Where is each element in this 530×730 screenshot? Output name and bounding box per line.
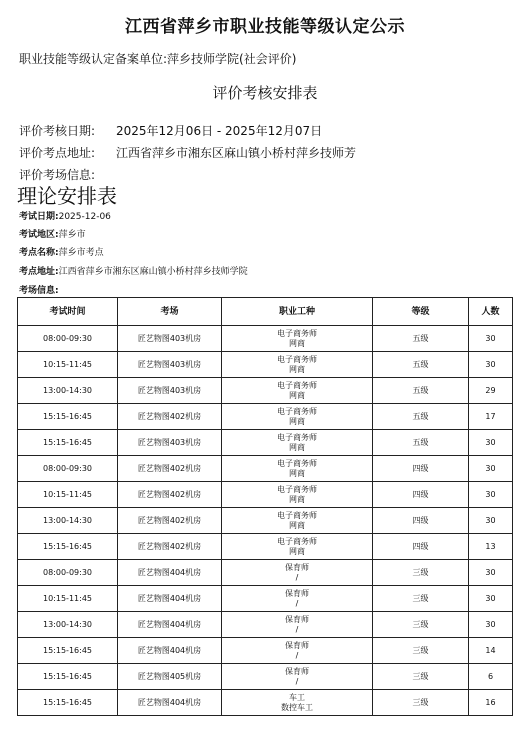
cell-occupation: [222, 482, 373, 508]
assessment-address-label: 评价考点地址:: [19, 146, 96, 160]
occupation-subtype: 数控车工: [281, 702, 313, 712]
occupation-name: 电子商务师: [277, 510, 317, 520]
cell-room: 匠艺物图404机房: [118, 638, 222, 664]
cell-occupation: [222, 690, 373, 716]
cell-room: 匠艺物图402机房: [118, 404, 222, 430]
cell-level: 三级: [373, 638, 469, 664]
cell-count: 30: [469, 326, 513, 352]
cell-room: 匠艺物图404机房: [118, 612, 222, 638]
occupation-name: 电子商务师: [277, 536, 317, 546]
cell-level: 四级: [373, 482, 469, 508]
cell-occupation: [222, 404, 373, 430]
cell-level: 四级: [373, 508, 469, 534]
cell-level: 五级: [373, 404, 469, 430]
filing-unit-label: 职业技能等级认定备案单位:: [19, 52, 168, 66]
site-name-label: 考点名称:: [19, 248, 59, 258]
exam-date-line: [19, 209, 111, 222]
table-row: [18, 664, 513, 690]
cell-room: 匠艺物图402机房: [118, 534, 222, 560]
occupation-name: 保育师: [285, 614, 309, 624]
occupation-name: 电子商务师: [277, 354, 317, 364]
room-info-label: 考场信息:: [19, 286, 59, 296]
cell-time: 10:15-11:45: [18, 586, 118, 612]
occupation-subtype: /: [295, 650, 299, 660]
cell-time: 08:00-09:30: [18, 560, 118, 586]
occupation-name: 保育师: [285, 640, 309, 650]
cell-time: 10:15-11:45: [18, 482, 118, 508]
cell-count: 30: [469, 612, 513, 638]
cell-room: 匠艺物图404机房: [118, 586, 222, 612]
cell-count: 14: [469, 638, 513, 664]
cell-occupation: [222, 456, 373, 482]
cell-count: 17: [469, 404, 513, 430]
occupation-subtype: 网商: [289, 442, 305, 452]
cell-room: 匠艺物图404机房: [118, 690, 222, 716]
occupation-subtype: 网商: [289, 520, 305, 530]
cell-room: 匠艺物图402机房: [118, 456, 222, 482]
cell-occupation: [222, 638, 373, 664]
assessment-date-value: 2025年12月06日 - 2025年12月07日: [116, 124, 323, 138]
cell-time: 13:00-14:30: [18, 508, 118, 534]
occupation-name: 电子商务师: [277, 432, 317, 442]
schedule-subtitle: 评价考核安排表: [212, 84, 318, 102]
occupation-name: 保育师: [285, 666, 309, 676]
cell-occupation: [222, 352, 373, 378]
table-row: [18, 612, 513, 638]
occupation-subtype: 网商: [289, 338, 305, 348]
site-address-value: 江西省萍乡市湘东区麻山镇小桥村萍乡技师学院: [58, 267, 248, 277]
cell-level: 五级: [373, 352, 469, 378]
occupation-subtype: /: [295, 572, 299, 582]
cell-level: 四级: [373, 456, 469, 482]
cell-count: 6: [469, 664, 513, 690]
occupation-name: 电子商务师: [277, 458, 317, 468]
occupation-subtype: 网商: [289, 546, 305, 556]
cell-time: 15:15-16:45: [18, 690, 118, 716]
cell-room: 匠艺物图402机房: [118, 508, 222, 534]
occupation-name: 电子商务师: [277, 328, 317, 338]
header-count: 人数: [469, 298, 513, 326]
site-name-value: 萍乡市考点: [58, 248, 104, 258]
assessment-address-row: [19, 144, 356, 161]
cell-time: 15:15-16:45: [18, 638, 118, 664]
occupation-name: 保育师: [285, 588, 309, 598]
site-address-label: 考点地址:: [19, 267, 59, 277]
exam-schedule-table: [17, 297, 513, 716]
cell-count: 29: [469, 378, 513, 404]
table-row: [18, 326, 513, 352]
cell-count: 30: [469, 430, 513, 456]
cell-occupation: [222, 612, 373, 638]
table-row: [18, 482, 513, 508]
cell-occupation: [222, 560, 373, 586]
cell-level: 三级: [373, 560, 469, 586]
exam-area-line: [19, 227, 86, 240]
table-row: [18, 430, 513, 456]
cell-count: 30: [469, 586, 513, 612]
header-room: 考场: [118, 298, 222, 326]
table-row: [18, 560, 513, 586]
site-address-line: [19, 264, 248, 277]
site-name-line: [19, 245, 104, 258]
cell-level: 四级: [373, 534, 469, 560]
filing-unit-line: [19, 50, 296, 67]
occupation-subtype: 网商: [289, 494, 305, 504]
cell-occupation: [222, 586, 373, 612]
occupation-subtype: 网商: [289, 416, 305, 426]
venue-info-label: 评价考场信息:: [19, 168, 96, 182]
cell-count: 30: [469, 352, 513, 378]
exam-area-value: 萍乡市: [58, 230, 86, 240]
cell-time: 08:00-09:30: [18, 326, 118, 352]
table-row: [18, 534, 513, 560]
cell-occupation: [222, 378, 373, 404]
assessment-address-value: 江西省萍乡市湘东区麻山镇小桥村萍乡技师芳: [116, 146, 357, 160]
cell-time: 08:00-09:30: [18, 456, 118, 482]
occupation-name: 车工: [289, 692, 305, 702]
cell-occupation: [222, 534, 373, 560]
cell-level: 三级: [373, 690, 469, 716]
cell-time: 10:15-11:45: [18, 352, 118, 378]
occupation-subtype: /: [295, 676, 299, 686]
cell-occupation: [222, 326, 373, 352]
cell-count: 30: [469, 508, 513, 534]
header-time: 考试时间: [18, 298, 118, 326]
table-row: [18, 404, 513, 430]
cell-level: 三级: [373, 664, 469, 690]
occupation-subtype: 网商: [289, 390, 305, 400]
cell-count: 30: [469, 482, 513, 508]
cell-occupation: [222, 430, 373, 456]
cell-occupation: [222, 664, 373, 690]
cell-room: 匠艺物图403机房: [118, 430, 222, 456]
table-row: [18, 638, 513, 664]
cell-level: 三级: [373, 612, 469, 638]
table-row: [18, 456, 513, 482]
occupation-subtype: 网商: [289, 364, 305, 374]
cell-occupation: [222, 508, 373, 534]
theory-schedule-title: 理论安排表: [17, 184, 117, 208]
assessment-date-label: 评价考核日期:: [19, 124, 96, 138]
table-row: [18, 690, 513, 716]
occupation-name: 电子商务师: [277, 380, 317, 390]
occupation-subtype: /: [295, 598, 299, 608]
cell-room: 匠艺物图403机房: [118, 352, 222, 378]
exam-area-label: 考试地区:: [19, 230, 59, 240]
cell-level: 三级: [373, 586, 469, 612]
cell-room: 匠艺物图405机房: [118, 664, 222, 690]
cell-time: 13:00-14:30: [18, 378, 118, 404]
table-row: [18, 586, 513, 612]
cell-level: 五级: [373, 378, 469, 404]
cell-time: 15:15-16:45: [18, 404, 118, 430]
cell-count: 30: [469, 456, 513, 482]
header-level: 等级: [373, 298, 469, 326]
assessment-date-row: [19, 122, 322, 139]
table-row: [18, 352, 513, 378]
cell-room: 匠艺物图403机房: [118, 326, 222, 352]
cell-count: 30: [469, 560, 513, 586]
cell-time: 13:00-14:30: [18, 612, 118, 638]
occupation-name: 电子商务师: [277, 406, 317, 416]
cell-time: 15:15-16:45: [18, 534, 118, 560]
table-row: [18, 378, 513, 404]
cell-room: 匠艺物图402机房: [118, 482, 222, 508]
cell-room: 匠艺物图404机房: [118, 560, 222, 586]
cell-count: 16: [469, 690, 513, 716]
cell-level: 五级: [373, 430, 469, 456]
occupation-name: 保育师: [285, 562, 309, 572]
exam-date-label: 考试日期:: [19, 212, 59, 222]
occupation-subtype: /: [295, 624, 299, 634]
room-info-line: [19, 283, 59, 296]
cell-level: 五级: [373, 326, 469, 352]
cell-count: 13: [469, 534, 513, 560]
page-title: 江西省萍乡市职业技能等级认定公示: [125, 17, 405, 37]
cell-room: 匠艺物图403机房: [118, 378, 222, 404]
table-row: [18, 508, 513, 534]
filing-unit-value: 萍乡技师学院(社会评价): [167, 52, 297, 66]
table-header-row: [18, 298, 513, 326]
cell-time: 15:15-16:45: [18, 664, 118, 690]
occupation-subtype: 网商: [289, 468, 305, 478]
cell-time: 15:15-16:45: [18, 430, 118, 456]
occupation-name: 电子商务师: [277, 484, 317, 494]
header-occupation: 职业工种: [222, 298, 373, 326]
exam-date-value: 2025-12-06: [58, 212, 111, 222]
